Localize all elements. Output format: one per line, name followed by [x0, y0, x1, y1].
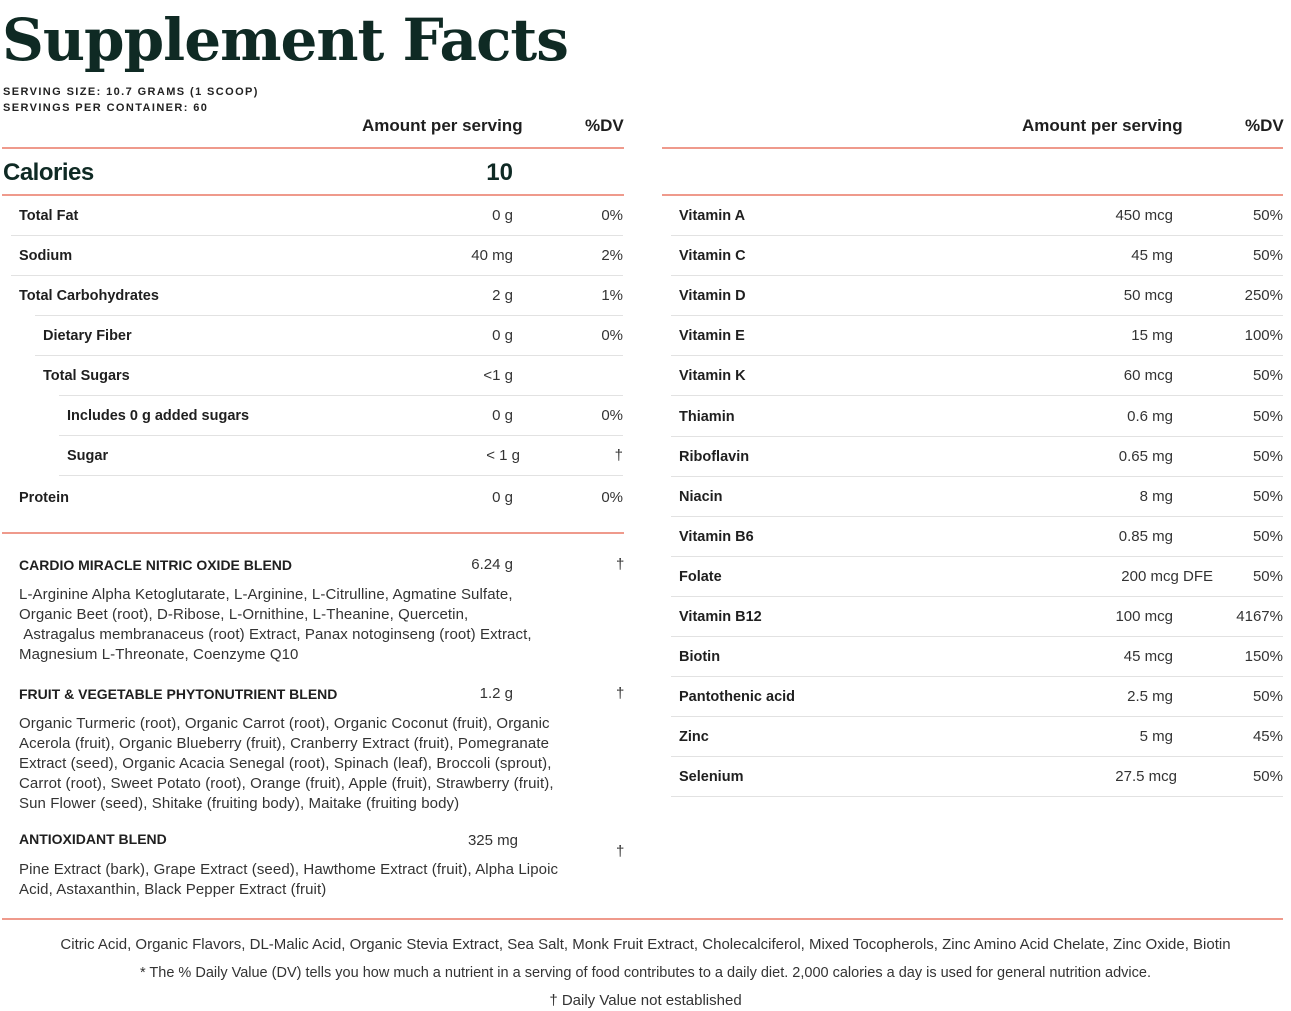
blend-line: Organic Turmeric (root), Organic Carrot (root), Organic Coconut (fruit), Organic	[19, 715, 550, 732]
macro-dv: 0%	[601, 207, 623, 224]
right-amount-header: Amount per serving	[1022, 116, 1183, 135]
macro-amount: 0 g	[492, 207, 513, 224]
macro-row	[0, 276, 624, 316]
blend-amount: 325 mg	[467, 832, 518, 849]
vitamin-row	[662, 276, 1284, 316]
bottom-rule	[2, 918, 1283, 920]
vitamin-row	[662, 677, 1284, 717]
macro-label: Dietary Fiber	[43, 328, 132, 344]
vitamin-dv: 250%	[1244, 287, 1283, 304]
blend-line: Sun Flower (seed), Shitake (fruiting body), Maitake (fruiting body)	[19, 795, 460, 812]
macro-amount: < 1 g	[486, 447, 520, 464]
vitamin-amount: 0.6 mg	[1127, 408, 1173, 425]
vitamin-row	[662, 637, 1284, 677]
vitamin-label: Vitamin E	[679, 328, 745, 344]
vitamin-amount: 2.5 mg	[1127, 688, 1173, 705]
vitamin-label: Vitamin D	[679, 288, 746, 304]
servings-per-container: SERVINGS PER CONTAINER: 60	[3, 102, 209, 114]
vitamin-row	[662, 597, 1284, 637]
vitamin-amount: 15 mg	[1131, 327, 1173, 344]
vitamin-amount: 0.85 mg	[1118, 528, 1173, 545]
blend-line: Astragalus membranaceus (root) Extract, Panax notoginseng (root) Extract,	[19, 626, 532, 643]
vitamin-amount: 5 mg	[1139, 728, 1173, 745]
vitamin-amount: 60 mcg	[1123, 367, 1173, 384]
vitamin-row	[662, 557, 1284, 597]
vitamin-row	[662, 236, 1284, 276]
macro-dv: 0%	[601, 407, 623, 424]
vitamin-row	[662, 196, 1284, 236]
vitamin-amount: 8 mg	[1139, 488, 1173, 505]
macro-row	[0, 356, 624, 396]
right-header-rule	[662, 147, 1283, 149]
macro-amount: 2 g	[492, 287, 513, 304]
vitamin-dv: 50%	[1252, 408, 1283, 425]
macro-dv: 2%	[601, 247, 623, 264]
vitamin-amount: 100 mcg	[1115, 608, 1173, 625]
vitamin-label: Biotin	[679, 649, 721, 665]
left-amount-header: Amount per serving	[362, 116, 523, 135]
macro-dv: 1%	[601, 287, 623, 304]
vitamin-dv: 50%	[1252, 568, 1283, 585]
vitamin-dv: 45%	[1252, 728, 1283, 745]
vitamin-amount: 45 mg	[1131, 247, 1173, 264]
blend-dv: †	[616, 556, 625, 573]
vitamin-label: Vitamin K	[679, 368, 746, 384]
blend-dv: †	[616, 685, 625, 702]
blend-dv: †	[616, 843, 625, 860]
blend-line: Acerola (fruit), Organic Blueberry (fruit), Cranberry Extract (fruit), Pomegranate	[19, 735, 550, 752]
vitamin-amount: 450 mcg	[1115, 207, 1173, 224]
macro-row	[0, 436, 624, 476]
macros-end-rule	[2, 532, 624, 534]
macro-amount: 40 mg	[471, 247, 513, 264]
vitamin-row	[662, 757, 1284, 797]
blend-line: Acid, Astaxanthin, Black Pepper Extract (fruit)	[19, 881, 327, 898]
serving-size: SERVING SIZE: 10.7 GRAMS (1 SCOOP)	[3, 86, 259, 98]
vitamin-row	[662, 356, 1284, 396]
blend-line: Extract (seed), Organic Acacia Senegal (root), Spinach (leaf), Broccoli (sprout),	[19, 755, 552, 772]
macro-row	[0, 236, 624, 276]
vitamin-row	[662, 517, 1284, 557]
macro-label: Sodium	[19, 248, 73, 264]
calories-label: Calories	[3, 159, 94, 186]
macro-dv: †	[614, 447, 623, 464]
blend-ingredients	[19, 860, 619, 900]
blend-line: Magnesium L-Threonate, Coenzyme Q10	[19, 646, 299, 663]
vitamin-label: Vitamin B12	[679, 609, 762, 625]
vitamin-dv: 100%	[1244, 327, 1283, 344]
vitamin-label: Vitamin C	[679, 248, 746, 264]
blend-line: Organic Beet (root), D-Ribose, L-Ornithine, L-Theanine, Quercetin,	[19, 606, 469, 623]
dagger-footnote: † Daily Value not established	[549, 992, 742, 1009]
vitamin-row	[662, 477, 1284, 517]
macro-amount: 0 g	[492, 327, 513, 344]
vitamin-label: Selenium	[679, 769, 744, 785]
macro-label: Sugar	[67, 448, 109, 464]
vitamin-label: Vitamin B6	[679, 529, 754, 545]
blend-line: L-Arginine Alpha Ketoglutarate, L-Arginine, L-Citrulline, Agmatine Sulfate,	[19, 586, 513, 603]
vitamin-label: Folate	[679, 569, 722, 585]
macro-row	[0, 478, 624, 518]
vitamin-label: Zinc	[679, 729, 709, 745]
vitamin-dv: 50%	[1252, 528, 1283, 545]
macro-label: Total Fat	[19, 208, 79, 224]
row-divider	[671, 395, 1283, 396]
macro-row	[0, 196, 624, 236]
blend-name: ANTIOXIDANT BLEND	[19, 831, 167, 847]
vitamin-row	[662, 316, 1284, 356]
vitamin-label: Vitamin A	[679, 208, 746, 224]
blend-name: FRUIT & VEGETABLE PHYTONUTRIENT BLEND	[19, 686, 338, 702]
macro-label: Includes 0 g added sugars	[67, 408, 250, 424]
vitamin-dv: 50%	[1252, 207, 1283, 224]
row-divider	[671, 796, 1283, 797]
vitamin-label: Niacin	[679, 489, 723, 505]
macro-label: Total Carbohydrates	[19, 288, 159, 304]
vitamin-amount: 50 mcg	[1123, 287, 1173, 304]
vitamin-dv: 50%	[1252, 367, 1283, 384]
vitamin-dv: 150%	[1244, 648, 1283, 665]
panel-title: Supplement Facts	[2, 6, 568, 74]
vitamin-row	[662, 717, 1284, 757]
vitamin-dv: 4167%	[1236, 608, 1283, 625]
blend-line: Pine Extract (bark), Grape Extract (seed), Hawthome Extract (fruit), Alpha Lipoic	[19, 861, 559, 878]
right-dv-header: %DV	[1245, 116, 1284, 135]
blend-ingredients	[19, 714, 619, 814]
macro-amount: 0 g	[492, 489, 513, 506]
macro-row	[0, 316, 624, 356]
vitamin-row	[662, 397, 1284, 437]
vitamin-dv: 50%	[1252, 768, 1283, 785]
dv-footnote: * The % Daily Value (DV) tells you how much a nutrient in a serving of food contributes to a daily diet. 2,000 calories a day is used for general nutrition advice.	[140, 965, 1151, 981]
macro-amount: <1 g	[483, 367, 513, 384]
row-divider	[59, 475, 623, 476]
vitamin-dv: 50%	[1252, 488, 1283, 505]
blend-amount: 6.24 g	[471, 556, 513, 573]
vitamin-dv: 50%	[1252, 448, 1283, 465]
left-header-rule	[2, 147, 624, 149]
vitamin-amount: 200 mcg DFE	[1121, 568, 1213, 585]
vitamin-dv: 50%	[1252, 688, 1283, 705]
vitamin-amount: 0.65 mg	[1118, 448, 1173, 465]
blend-name: CARDIO MIRACLE NITRIC OXIDE BLEND	[19, 557, 292, 573]
left-dv-header: %DV	[585, 116, 624, 135]
calories-value: 10	[486, 159, 513, 186]
macro-dv: 0%	[601, 327, 623, 344]
macro-label: Total Sugars	[43, 368, 130, 384]
macro-dv: 0%	[601, 489, 623, 506]
blend-ingredients	[19, 585, 619, 665]
vitamin-label: Thiamin	[679, 409, 735, 425]
blend-line: Carrot (root), Sweet Potato (root), Orange (fruit), Apple (fruit), Strawberry (fruit),	[19, 775, 554, 792]
macro-row	[0, 396, 624, 436]
blend-amount: 1.2 g	[479, 685, 513, 702]
vitamin-dv: 50%	[1252, 247, 1283, 264]
other-ingredients: Citric Acid, Organic Flavors, DL-Malic Acid, Organic Stevia Extract, Sea Salt, Monk Fruit Extract, Cholecalciferol, Mixed Tocopherols, Zinc Amino Acid Chelate, Zinc Oxide, Biotin	[60, 936, 1231, 953]
vitamin-amount: 45 mcg	[1123, 648, 1173, 665]
vitamin-row	[662, 437, 1284, 477]
vitamin-label: Pantothenic acid	[679, 689, 796, 705]
macro-label: Protein	[19, 490, 69, 506]
macro-amount: 0 g	[492, 407, 513, 424]
vitamin-label: Riboflavin	[679, 449, 750, 465]
vitamin-amount: 27.5 mcg	[1115, 768, 1177, 785]
